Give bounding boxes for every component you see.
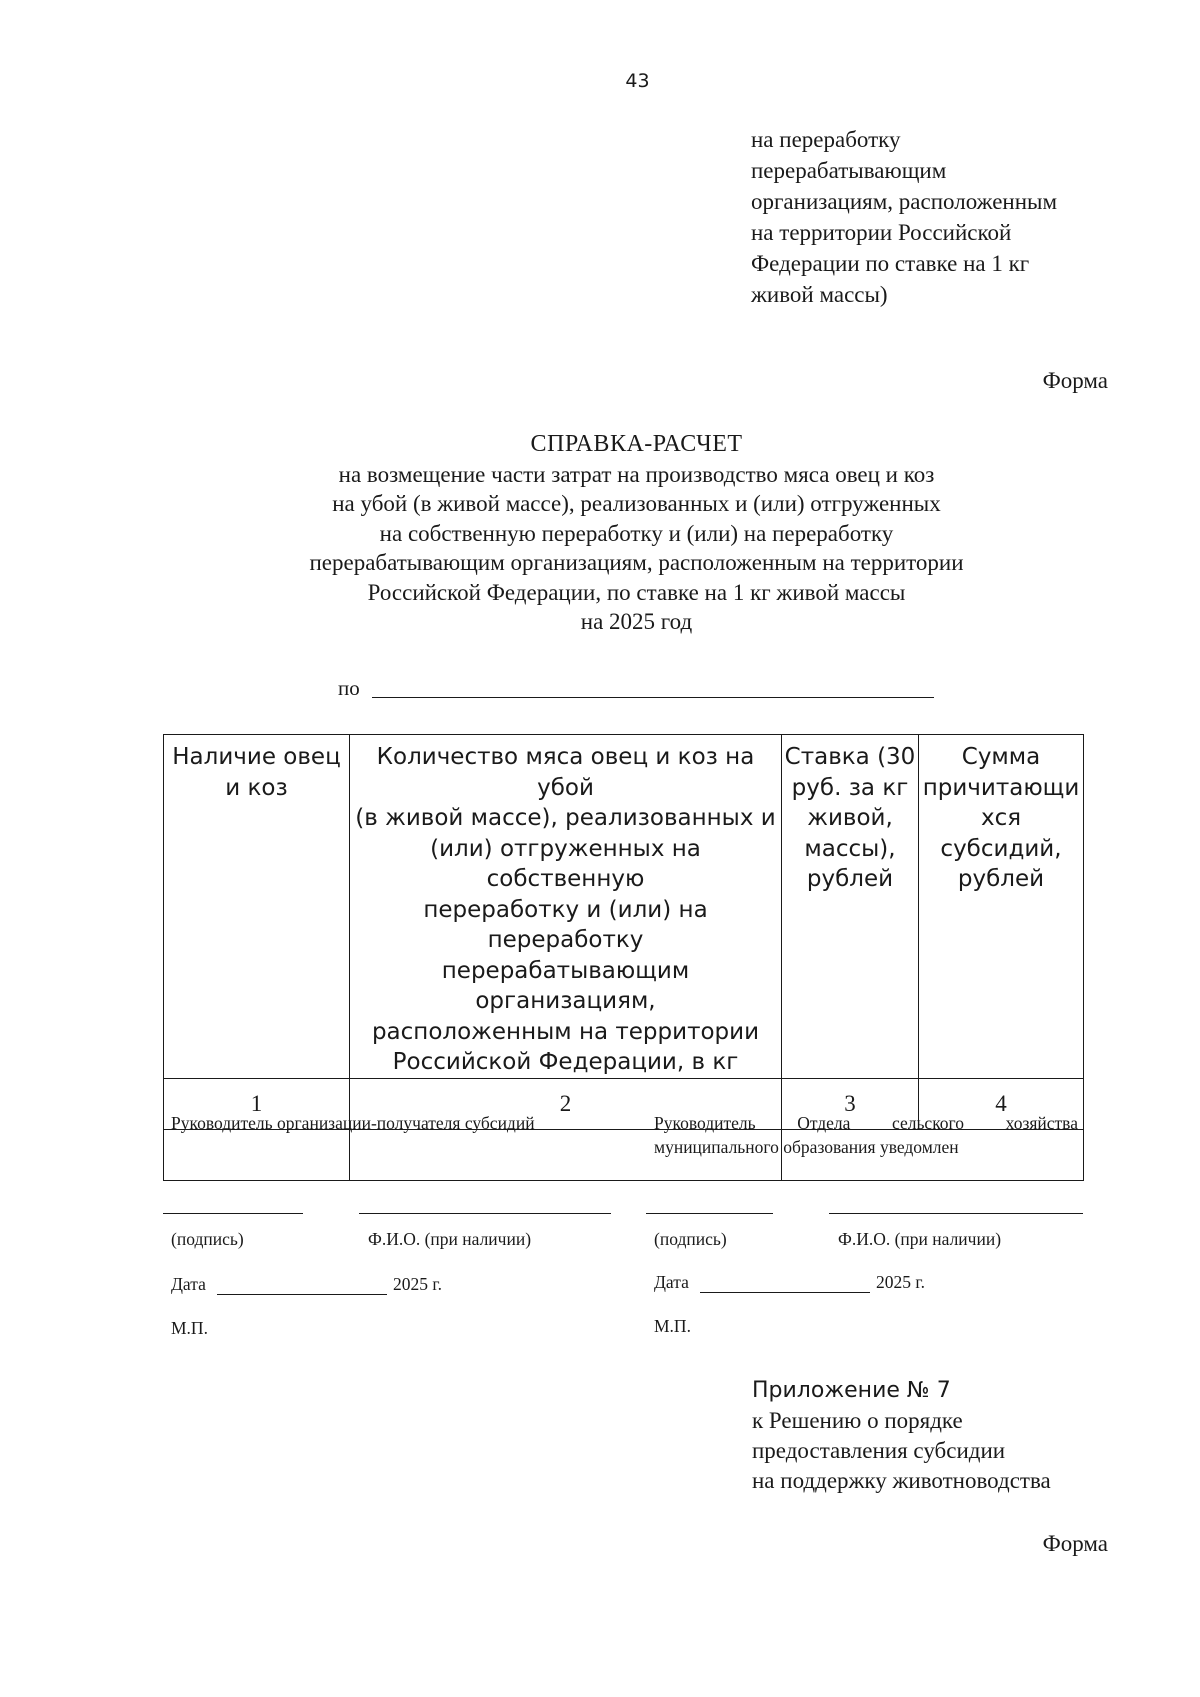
title-line: на собственную переработку и (или) на переработку (379, 520, 894, 546)
left-date-label: Дата (171, 1274, 206, 1294)
top-note-line: на переработку (751, 127, 901, 152)
title-line: на возмещение части затрат на производство мяса овец и коз (338, 461, 935, 487)
header-line: Количество мяса овец и коз на убой (376, 744, 755, 801)
header-line: рублей (806, 866, 894, 892)
right-title-word: Руководитель (654, 1113, 756, 1133)
header-cell-sheep-goats (164, 735, 350, 1079)
right-signatory-title (654, 1113, 1078, 1134)
right-year-label: 2025 г. (876, 1272, 925, 1292)
header-line: хся (980, 805, 1022, 831)
title-line: на убой (в живой массе), реализованных и (или) отгруженных (332, 491, 941, 516)
right-fio-label: Ф.И.О. (при наличии) (838, 1229, 1002, 1249)
left-signature-line (163, 1213, 303, 1214)
header-line: расположенным на территории (371, 1018, 760, 1045)
left-signature-label: (подпись) (171, 1229, 244, 1249)
top-note-line: перерабатывающим (751, 158, 947, 183)
right-signatory-title-line2: муниципального образования уведомлен (654, 1137, 959, 1157)
appendix-line: Приложение № 7 (752, 1378, 951, 1403)
left-stamp-label: М.П. (171, 1318, 208, 1338)
document-title (190, 430, 1083, 637)
left-fio-line (359, 1213, 611, 1214)
header-line: перерабатывающим организациям, (441, 957, 690, 1014)
header-line: Ставка (30 (784, 744, 916, 770)
header-line: причитающи (922, 774, 1080, 801)
title-line: перерабатывающим организациям, расположенным на территории (309, 550, 964, 575)
top-note (751, 124, 1057, 310)
header-line: (в живой массе), реализованных и (355, 805, 776, 831)
right-date-line (700, 1292, 870, 1293)
top-note-line: живой массы) (751, 282, 888, 307)
header-line: рублей (957, 866, 1045, 892)
column-number: 1 (164, 1078, 350, 1129)
page-number: 43 (625, 70, 650, 92)
top-note-line: организациям, расположенным (751, 189, 1058, 214)
top-note-line: Федерации по ставке на 1 кг (751, 251, 1030, 276)
form-label-2: Форма (1042, 1531, 1108, 1556)
header-line: руб. за кг (791, 774, 909, 801)
left-signatory-title: Руководитель организации-получателя субсидий (171, 1113, 535, 1133)
header-line: (или) отгруженных на собственную (430, 835, 701, 892)
title-heading: СПРАВКА-РАСЧЕТ (530, 431, 743, 457)
right-signature-label: (подпись) (654, 1229, 727, 1249)
table-header-row (164, 735, 1084, 1079)
po-label: по (338, 676, 360, 700)
form-label: Форма (1042, 368, 1108, 393)
left-date-line (217, 1294, 387, 1295)
column-number: 4 (919, 1078, 1084, 1129)
table-cell-empty[interactable] (164, 1129, 350, 1180)
appendix-line: на поддержку животноводства (752, 1468, 1051, 1493)
column-number: 2 (350, 1078, 782, 1129)
right-stamp-label: М.П. (654, 1316, 691, 1336)
title-line: на 2025 год (580, 609, 693, 634)
right-signature-line (646, 1213, 773, 1214)
right-title-word: сельского (891, 1113, 965, 1133)
header-line: живой, (807, 805, 893, 831)
header-line: Сумма (961, 744, 1041, 770)
header-line: переработку и (или) на переработку (423, 896, 708, 953)
right-fio-line (829, 1213, 1083, 1214)
header-line: массы), (804, 835, 896, 862)
title-line: Российской Федерации, по ставке на 1 кг живой массы (367, 579, 906, 605)
header-line: Наличие овец (172, 744, 341, 770)
appendix-note (752, 1376, 1051, 1496)
left-year-label: 2025 г. (393, 1274, 442, 1294)
right-date-label: Дата (654, 1272, 689, 1292)
appendix-line: предоставления субсидии (752, 1438, 1006, 1463)
left-fio-label: Ф.И.О. (при наличии) (368, 1229, 532, 1249)
column-number: 3 (782, 1078, 919, 1129)
header-cell-rate (782, 735, 919, 1079)
po-fill-line (372, 697, 934, 698)
header-line: субсидий, (940, 835, 1062, 862)
header-cell-meat-quantity (350, 735, 782, 1079)
right-title-word: хозяйства (1005, 1113, 1078, 1133)
appendix-line: к Решению о порядке (752, 1408, 963, 1433)
top-note-line: на территории Российской (751, 220, 1012, 245)
right-title-word: Отдела (797, 1113, 851, 1133)
header-line: Российской Федерации, в кг (392, 1049, 739, 1075)
header-cell-subsidy-sum (919, 735, 1084, 1079)
header-line: и коз (225, 774, 288, 801)
